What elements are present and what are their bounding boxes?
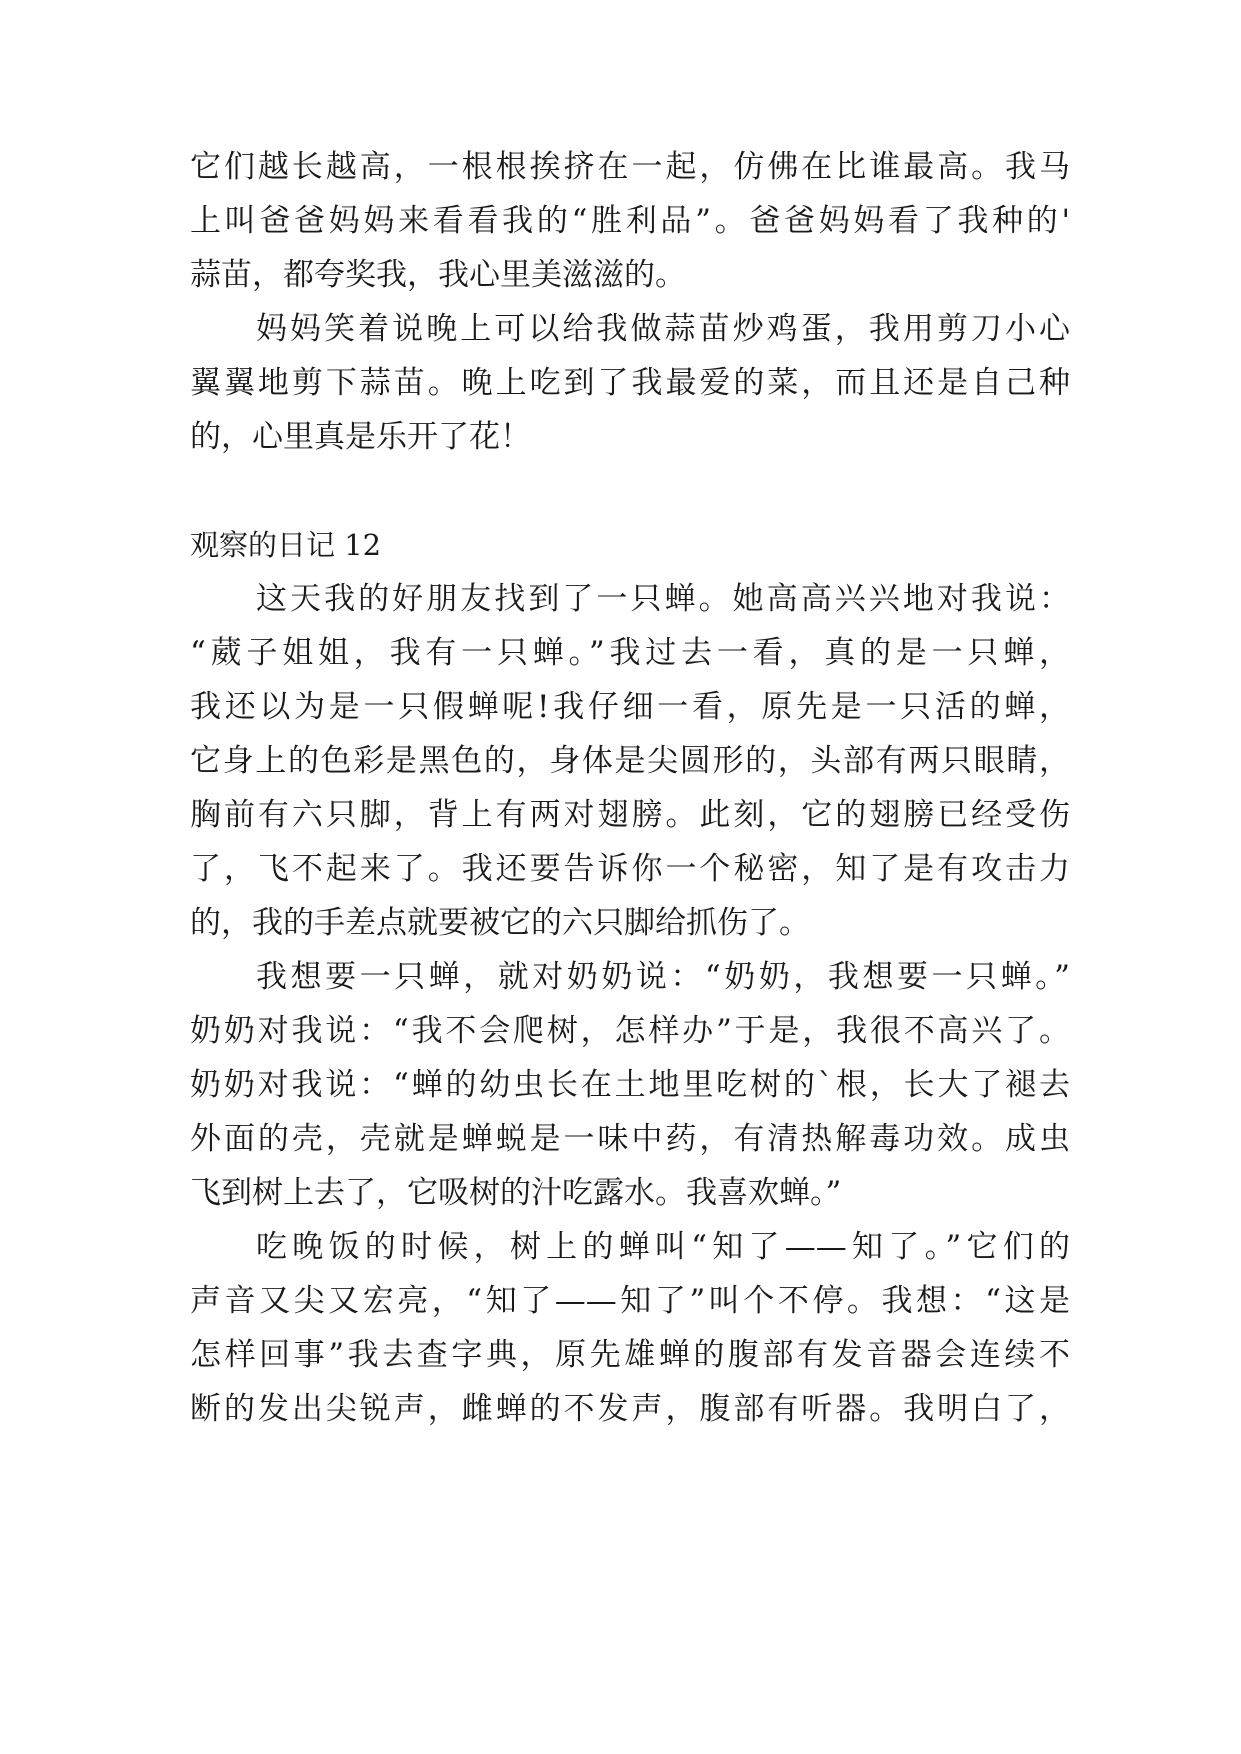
paragraph-line: 了，飞不起来了。我还要告诉你一个秘密，知了是有攻击力 xyxy=(190,851,1070,887)
paragraph-line: “葳子姐姐，我有一只蝉。”我过去一看，真的是一只蝉， xyxy=(190,635,1070,671)
paragraph-line: 妈妈笑着说晚上可以给我做蒜苗炒鸡蛋，我用剪刀小心 xyxy=(256,311,1070,347)
paragraph-line: 我还以为是一只假蝉呢!我仔细一看，原先是一只活的蝉， xyxy=(190,689,1070,725)
paragraph-line: 飞到树上去了，它吸树的汁吃露水。我喜欢蝉。” xyxy=(190,1175,842,1211)
paragraph-line: 断的发出尖锐声，雌蝉的不发声，腹部有听器。我明白了， xyxy=(190,1391,1070,1427)
section-heading: 观察的日记 12 xyxy=(190,528,382,562)
paragraph-line: 吃晚饭的时候，树上的蝉叫“知了——知了。”它们的 xyxy=(256,1229,1070,1265)
paragraph-line: 它身上的色彩是黑色的，身体是尖圆形的，头部有两只眼睛， xyxy=(190,743,1070,779)
paragraph-line: 的，心里真是乐开了花！ xyxy=(190,419,531,455)
paragraph-line: 怎样回事”我去查字典，原先雄蝉的腹部有发音器会连续不 xyxy=(190,1337,1070,1373)
paragraph-line: 翼翼地剪下蒜苗。晚上吃到了我最爱的菜，而且还是自己种 xyxy=(190,365,1070,401)
paragraph-line: 奶奶对我说：“我不会爬树，怎样办”于是，我很不高兴了。 xyxy=(190,1013,1070,1049)
paragraph-line: 外面的壳，壳就是蝉蜕是一味中药，有清热解毒功效。成虫 xyxy=(190,1121,1070,1157)
paragraph-line: 胸前有六只脚，背上有两对翅膀。此刻，它的翅膀已经受伤 xyxy=(190,797,1070,833)
paragraph-line: 的，我的手差点就要被它的六只脚给抓伤了。 xyxy=(190,905,810,941)
paragraph-line: 蒜苗，都夸奖我，我心里美滋滋的。 xyxy=(190,257,686,293)
paragraph-line: 奶奶对我说：“蝉的幼虫长在土地里吃树的`根，长大了褪去 xyxy=(190,1067,1070,1103)
paragraph-line: 它们越长越高，一根根挨挤在一起，仿佛在比谁最高。我马 xyxy=(190,149,1070,185)
paragraph-line: 这天我的好朋友找到了一只蝉。她高高兴兴地对我说： xyxy=(256,581,1070,617)
paragraph-line: 声音又尖又宏亮，“知了——知了”叫个不停。我想：“这是 xyxy=(190,1283,1070,1319)
paragraph-line: 上叫爸爸妈妈来看看我的“胜利品”。爸爸妈妈看了我种的' xyxy=(190,203,1070,239)
paragraph-line: 我想要一只蝉，就对奶奶说：“奶奶，我想要一只蝉。” xyxy=(256,959,1070,995)
